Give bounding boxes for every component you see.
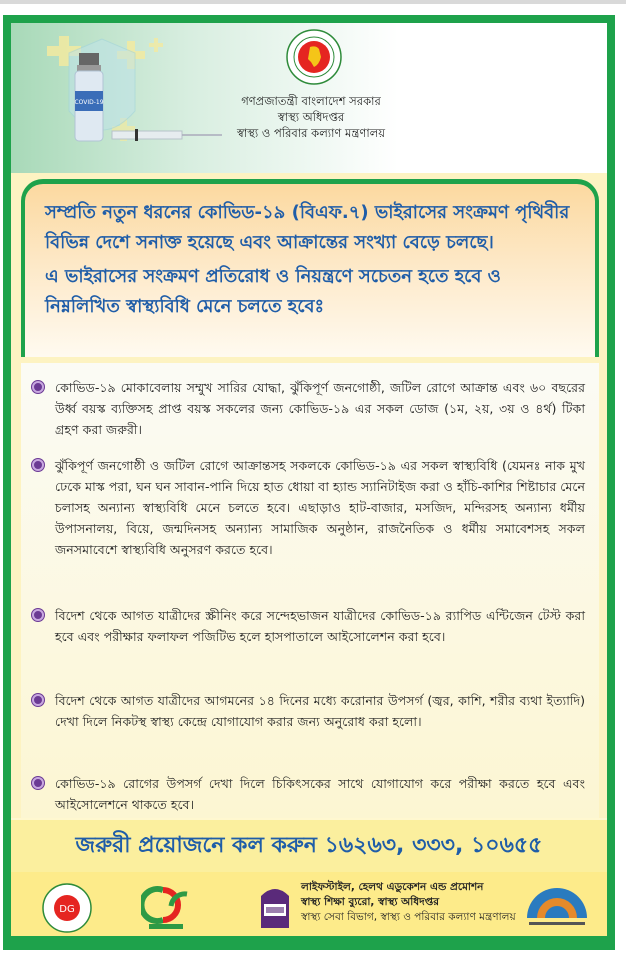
flower-bullet-icon <box>21 690 55 732</box>
org-line: স্বাস্থ্য সেবা বিভাগ, স্বাস্থ্য ও পরিবার কল্যাণ মন্ত্রণালয় <box>301 911 516 923</box>
gov-line: স্বাস্থ্য ও পরিবার কল্যাণ মন্ত্রণালয় <box>236 126 386 140</box>
government-title <box>181 93 441 141</box>
gov-line: গণপ্রজাতন্ত্রী বাংলাদেশ সরকার <box>241 94 381 108</box>
list-item <box>21 377 599 440</box>
alert-instruction: এ ভাইরাসের সংক্রমণ প্রতিরোধ ও নিয়ন্ত্রণে সচেতন হতে হবে ও নিম্নলিখিত স্বাস্থ্যবিধি মেনে চলতে হবেঃ <box>45 266 501 317</box>
alert-headline: সম্প্রতি নতুন ধরনের কোভিড-১৯ (বিএফ.৭) ভাইরাসের সংক্রমণ পৃথিবীর বিভিন্ন দেশে সনাক্ত হয়েছে এবং আক্রান্তের সংখ্যা বেড়ে চলছে। <box>45 202 570 253</box>
flower-bullet-icon <box>21 605 55 647</box>
hotline-text: জরুরী প্রয়োজনে কল করুন ১৬২৬৩, ৩৩৩, ১০৬৫৫ <box>75 832 543 858</box>
guideline-text: কোভিড-১৯ মোকাবেলায় সম্মুখ সারির যোদ্ধা, ঝুঁকিপূর্ণ জনগোষ্ঠী, জটিল রোগে আক্রান্ত এবং ৬০ বছরের উর্ধ্ব বয়স্ক ব্যক্তিসহ প্রাপ্ত বয়স্ক সকলের জন্য কোভিড-১৯ এর সকল ডোজ (১ম, ২য়, ৩য় ও ৪র্থ) টিকা গ্রহণ করা জরুরী। <box>55 380 585 437</box>
hotline-bar <box>11 818 607 874</box>
alert-banner <box>21 179 599 357</box>
guideline-text: বিদেশ থেকে আগত যাত্রীদের আগমনের ১৪ দিনের মধ্যে করোনার উপসর্গ (জ্বর, কাশি, শরীর ব্যথা ইত্যাদি) দেখা দিলে নিকটস্থ স্বাস্থ্য কেন্দ্রে যোগাযোগ করার জন্য অনুরোধ করা হলো। <box>55 693 585 729</box>
list-item <box>21 605 599 647</box>
org-line: লাইফস্টাইল, হেলথ এডুকেশন এন্ড প্রমোশন <box>301 881 484 893</box>
svg-text:COVID-19: COVID-19 <box>74 99 104 106</box>
flower-bullet-icon <box>21 377 55 440</box>
list-item <box>21 455 599 560</box>
list-item <box>21 773 599 815</box>
cdc-logo-icon <box>141 884 191 932</box>
health-services-division-logo-icon <box>523 884 591 930</box>
footer-logos <box>11 872 607 936</box>
gov-line: স্বাস্থ্য অধিদপ্তর <box>277 110 345 124</box>
health-advisory-poster <box>3 15 615 950</box>
print-info-strip <box>3 939 615 950</box>
guideline-text: ঝুঁকিপূর্ণ জনগোষ্ঠী ও জটিল রোগে আক্রান্তসহ সকলকে কোভিড-১৯ এর সকল স্বাস্থ্যবিধি (যেমনঃ নাক মুখ ঢেকে মাস্ক পরা, ঘন ঘন সাবান-পানি দিয়ে হাত ধোয়া বা হ্যান্ড স্যানিটাইজ করা ও হাঁচি-কাশির শিষ্টাচার মেনে চলাসহ অন্যান্য স্বাস্থ্যবিধি মেনে চলতে হবে। এছাড়াও হাট-বাজার, মসজিদ, মন্দিরসহ অন্যান্য ধর্মীয় উপাসনালয়, বিয়ে, জন্মদিনসহ অন্যান্য সামাজিক অনুষ্ঠান, রাজনৈতিক ও ধর্মীয় সমাবেশসহ সকল জনসমাবেশে স্বাস্থ্যবিধি অনুসরণ করতে হবে। <box>55 458 585 557</box>
poster-header <box>11 23 607 173</box>
issuing-authority <box>301 880 516 925</box>
guidelines-list <box>21 363 599 818</box>
guideline-text: বিদেশ থেকে আগত যাত্রীদের স্ক্রীনিং করে সন্দেহভাজন যাত্রীদের কোভিড-১৯ র‍্যাপিড এন্টিজেন টেস্ট করা হবে এবং পরীক্ষার ফলাফল পজিটিভ হলে হাসপাতালে আইসোলেশন করা হবে। <box>55 608 585 644</box>
guideline-text: কোভিড-১৯ রোগের উপসর্গ দেখা দিলে চিকিৎসকের সাথে যোগাযোগ করে পরীক্ষা করতে হবে এবং আইসোলেশনে থাকতে হবে। <box>55 776 585 812</box>
list-item <box>21 690 599 732</box>
government-emblem-icon <box>286 29 342 85</box>
top-divider <box>0 0 626 4</box>
svg-text:DG: DG <box>59 904 75 915</box>
health-education-bureau-logo-icon <box>259 882 291 930</box>
dghs-logo-icon <box>41 882 93 934</box>
flower-bullet-icon <box>21 773 55 815</box>
org-line: স্বাস্থ্য শিক্ষা ব্যুরো, স্বাস্থ্য অধিদপ্তর <box>301 896 440 908</box>
poster-inner <box>11 23 607 936</box>
flower-bullet-icon <box>21 455 55 560</box>
